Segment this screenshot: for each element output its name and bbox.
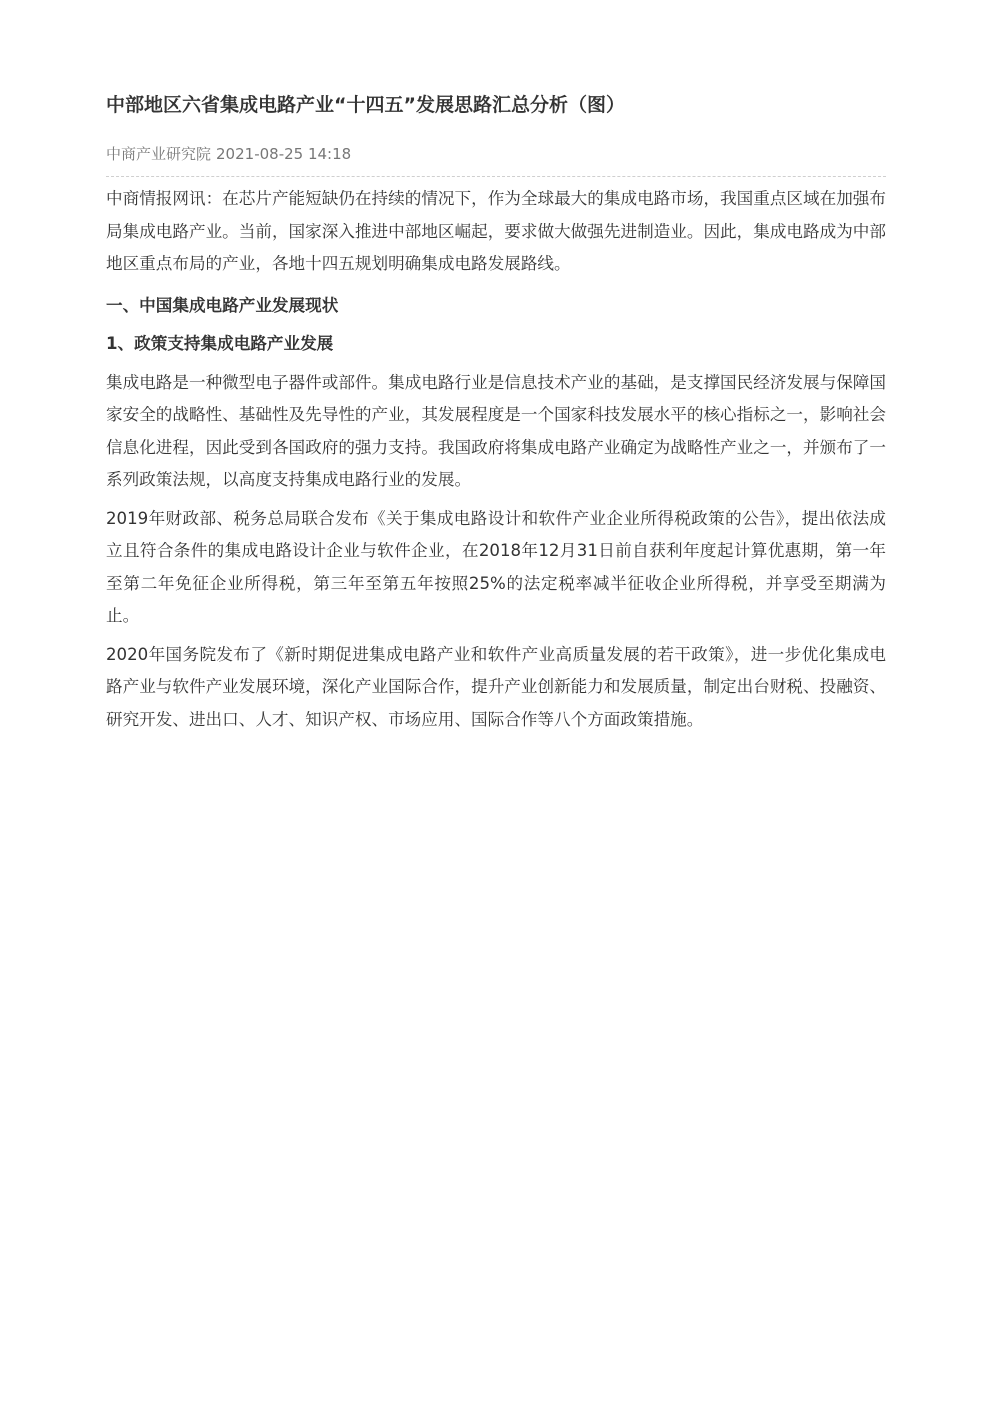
article-title: 中部地区六省集成电路产业“十四五”发展思路汇总分析（图）: [106, 94, 625, 116]
article-datetime: 2021-08-25 14:18: [216, 145, 352, 163]
subsection-heading: 1、政策支持集成电路产业发展: [106, 333, 334, 353]
body-paragraph: 2020年国务院发布了《新时期促进集成电路产业和软件产业高质量发展的若干政策》，进一步优化集成电路产业与软件产业发展环境，深化产业国际合作，提升产业创新能力和发展质量，制定出台财税、投融资、研究开发、进出口、人才、知识产权、市场应用、国际合作等八个方面政策措施。: [106, 644, 886, 729]
intro-paragraph: 中商情报网讯：在芯片产能短缺仍在持续的情况下，作为全球最大的集成电路市场，我国重点区域在加强布局集成电路产业。当前，国家深入推进中部地区崛起，要求做大做强先进制造业。因此，集成电路成为中部地区重点布局的产业，各地十四五规划明确集成电路发展路线。: [106, 189, 886, 273]
article: [106, 88, 886, 736]
body-paragraph: 集成电路是一种微型电子器件或部件。集成电路行业是信息技术产业的基础，是支撑国民经济发展与保障国家安全的战略性、基础性及先导性的产业，其发展程度是一个国家科技发展水平的核心指标之一，影响社会信息化进程，因此受到各国政府的强力支持。我国政府将集成电路产业确定为战略性产业之一，并颁布了一系列政策法规，以高度支持集成电路行业的发展。: [106, 372, 886, 489]
article-source: 中商产业研究院: [106, 145, 212, 163]
body-paragraph: 2019年财政部、税务总局联合发布《关于集成电路设计和软件产业企业所得税政策的公告》，提出依法成立且符合条件的集成电路设计企业与软件企业，在2018年12月31日前自获利年度起计算优惠期，第一年至第二年免征企业所得税，第三年至第五年按照25%的法定税率减半征收企业所得税，并享受至期满为止。: [106, 508, 886, 625]
section-heading: 一、中国集成电路产业发展现状: [106, 295, 339, 315]
article-meta: [106, 144, 886, 177]
